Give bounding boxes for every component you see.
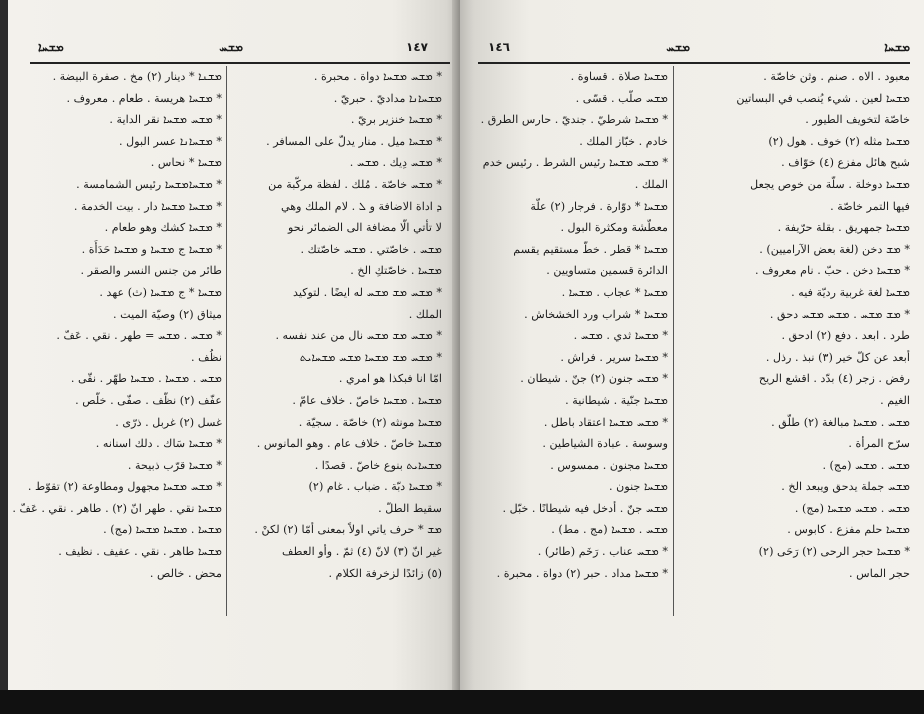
dictionary-entry-line: الدائرة قسمين متساويين . <box>546 264 668 278</box>
right-page-column-left <box>482 66 668 584</box>
dictionary-entry-line: ܡܫܚܐܝܬ بنوع خاصّ . قصدًا . <box>314 458 442 472</box>
dictionary-entry-line: * ܡܫܚ عناب . رَخَم (طائر) . <box>537 545 668 559</box>
dictionary-entry-line: ܡܫܚܐ * نحاس . <box>150 156 222 170</box>
dictionary-entry-line: ܡܫܚܐ صلاة . قساوة . <box>570 70 668 83</box>
dictionary-entry-line: رفض . زجر (٤) بدّد . اقشع الريح <box>758 372 910 386</box>
dictionary-entry-line: خادم . خبّاز الملك . <box>579 134 668 148</box>
dictionary-entry-line: ܡܫܚܐ * قطر . خطّ مستقيم يقسم <box>513 242 668 256</box>
dictionary-entry-line: * ܡܫܚܐ قرّب ذبيحة . <box>127 458 222 472</box>
dictionary-entry-line: * ܡܫܚ ܡܫ ܡܫܚ له ايضًا . لتوكيد <box>292 285 442 299</box>
dictionary-entry-line: ميثاق (٢) وصيّة الميت . <box>113 307 222 321</box>
dictionary-entry-line: وسوسة . عبادة الشياطين . <box>542 437 668 451</box>
dictionary-entry-line: طرد . ابعد . دفع (٢) ادحق . <box>781 329 910 343</box>
right-page <box>460 0 924 690</box>
dictionary-entry-line: ܡܫܚܐ . ܡܫܚܐ ܡܫܚܐ (مج) . <box>103 523 222 537</box>
dictionary-entry-line: ܡܫܚ . ܡܫܚܐ (مج . مط) . <box>551 523 668 537</box>
dictionary-entry-line: سرّح المرأة . <box>848 437 910 451</box>
dictionary-entry-line: ܡܫܚ . ܡܫܚܐ مبالغة (٢) طلّق . <box>771 415 910 429</box>
dictionary-entry-line: * ܡܫܚ خاصّة . مُلك . لفظة مركّبة من <box>268 177 442 191</box>
page-number: ١٤٧ <box>406 40 428 54</box>
dictionary-entry-line: * ܡܫܚ ܡܫ ܡܫܚܐ ܡܫܚ ܡܫܚܐܝܬ <box>299 350 442 364</box>
dictionary-entry-line: غسل (٢) غربل . ذرّى . <box>115 415 222 429</box>
page-number: ١٤٦ <box>488 40 510 54</box>
dictionary-entry-line: * ܡܫܚܐ دبّة . ضباب . غام (٢) <box>308 480 442 494</box>
dictionary-entry-line: امّا انا فبكذا هو امري . <box>338 372 442 386</box>
dictionary-entry-line: غير انّ (٣) لانّ (٤) ثمّ . وأو العطف <box>282 545 442 559</box>
dictionary-entry-line: (٥) زائدًا لزخرفة الكلام . <box>328 566 442 580</box>
dictionary-entry-line: لا تأتي الّا مضافة الى الضمائر نحو <box>288 221 442 235</box>
dictionary-entry-line: ܡܫܚ جنّ . أدخل فيه شيطانًا . خبّل . <box>502 501 668 515</box>
dictionary-entry-line: حجر الماس . <box>848 566 910 580</box>
dictionary-entry-line: الملك . <box>634 177 668 191</box>
column-divider <box>673 66 674 616</box>
dictionary-entry-line: * ܡܫܚܐܡܫܚܐ رئيس الشمامسة . <box>76 177 222 191</box>
dictionary-entry-line: ܡܫܚܐ لغة غربية رديّة فيه . <box>791 285 910 299</box>
dictionary-entry-line: * ܡܫܚܐ كشك وهو طعام . <box>104 221 222 235</box>
dictionary-entry-line: شبح هائل مفزع (٤) خوّاف . <box>781 156 910 170</box>
dictionary-entry-line: ܡܫܚ . ܡܫܚܐ . ܡܫܚܐ طهّر . نقّى . <box>70 372 222 386</box>
dictionary-entry-line: ܡܫܚܐ . خاصّتكِ الخ . <box>350 264 442 278</box>
guide-word: ܡܫܚ <box>219 40 243 54</box>
dictionary-entry-line: * ܡܫܚܐ هريسة . طعام . معروف . <box>66 91 222 105</box>
dictionary-entry-line: ܡܫܚ . ܡܫܚ ܡܫܚܐ (مج) . <box>794 501 910 515</box>
dictionary-entry-line: ܡܫܚܐ دوخلة . سلّة من خوص يجعل <box>750 177 910 191</box>
dictionary-entry-line: ܡܫܚܐ * عجاب . ܡܫܚܐ . <box>561 285 668 299</box>
dictionary-entry-line: ܡܫܚܐ جنون . <box>609 480 668 494</box>
dictionary-entry-line: ܡܫܚܐ مونثه (٢) خاصّة . سجيّة . <box>298 415 442 429</box>
dictionary-entry-line: ܡܫܚܐ طاهر . نقي . عفيف . نظيف . <box>58 545 222 559</box>
guide-word: ܡܫܚܐ <box>38 40 64 54</box>
dictionary-entry-line: * ܡܫܚ . ܡܫܚ = طهر . نقي . عَفّ . <box>56 329 222 343</box>
left-page-column-left <box>12 66 222 584</box>
dictionary-entry-line: * ܡܫܚܐ دخن . حبّ . نام معروف . <box>754 264 910 278</box>
dictionary-entry-line: ܡܫܚ صلّب . قسّى . <box>575 91 668 105</box>
dictionary-entry-line: عفّف (٢) نظّف . صفّى . خلّص . <box>75 393 222 407</box>
left-page <box>8 0 460 690</box>
dictionary-entry-line: * ܡܫܚܐ ميل . منار يدلّ على المسافر . <box>266 134 442 148</box>
dictionary-entry-line: أبعد عن كلّ خير (٣) نبذ . رذل . <box>765 350 910 364</box>
dictionary-entry-line: ܡܫܚܐܢܐ مداديّ . حبريّ . <box>333 91 442 105</box>
left-page-column-right <box>230 66 442 584</box>
guide-word: ܡܫܚܐ <box>884 40 910 54</box>
dictionary-entry-line: فيها التمر خاصّة . <box>830 199 910 213</box>
dictionary-entry-line: * ܡܫܚ ܡܫܚܐ رئيس الشرط . رئيس خدم <box>482 156 668 170</box>
dictionary-entry-line: ܡܫܚܐ نقي . طهر انّ (٢) . طاهر . نقي . عَفّ . <box>12 501 222 515</box>
dictionary-entry-line: ܕ اداة الاضافة و ܠ . لام الملك وهي <box>280 199 442 213</box>
dictionary-entry-line: * ܡܫܚܐ ܡܫܚܐ دار . بيت الخدمة . <box>73 199 222 213</box>
dictionary-entry-line: * ܡܫܚܐ حجر الرحى (٢) رَحَى (٢) <box>758 545 910 559</box>
dictionary-entry-line: ܡܫܚܐ جمهريق . بقلة حرّيفة . <box>777 221 910 235</box>
guide-word: ܡܫܚ <box>666 40 690 54</box>
scan-bottom-edge <box>0 690 924 714</box>
dictionary-entry-line: ܡܫܚܐ . ܡܫܚܐ خاصّ . خلاف عامّ . <box>292 393 442 407</box>
header-rule <box>478 62 910 64</box>
dictionary-entry-line: ܡܫܚܐ مثله (٢) خوف . هول (٢) <box>768 134 910 148</box>
dictionary-entry-line: * ܡܫ دخن (لغة بعض الآراميين) . <box>759 242 910 256</box>
dictionary-entry-line: * ܡܫ ܡܫܚ . ܡܫܚ ܡܫܚ دحق . <box>769 307 910 321</box>
dictionary-entry-line: الغيم . <box>880 393 910 407</box>
dictionary-entry-line: ܡܫܚ . خاصّتي . ܡܫܚ خاصّتك . <box>300 242 442 256</box>
dictionary-entry-line: * ܡܫܚܐ سَاك . دلك اسنانه . <box>95 437 222 451</box>
dictionary-entry-line: نظُف . <box>191 350 222 364</box>
dictionary-entry-line: ܡܫܚܐ مجنون . ممسوس . <box>550 458 668 472</box>
dictionary-entry-line: محض . خالص . <box>149 566 222 580</box>
dictionary-entry-line: * ܡܫܚܐ مداد . حبر (٢) دواة . محبرة . <box>496 566 668 580</box>
dictionary-entry-line: ܡܫܚܐ * ج ܡܫܚܐ (ث) عهد . <box>99 285 222 299</box>
dictionary-entry-line: * ܡܫܚܐܢܐ عسر البول . <box>119 134 222 148</box>
dictionary-entry-line: * ܡܫܚ جنون (٢) جنّ . شيطان . <box>520 372 668 386</box>
dictionary-entry-line: معطّشة ومكثرة البول . <box>560 221 668 235</box>
dictionary-entry-line: الملك . <box>408 307 442 321</box>
column-divider <box>226 66 227 616</box>
dictionary-entry-line: ܡܫܚܐ خاصّ . خلاف عام . وهو المانوس . <box>256 437 442 451</box>
dictionary-entry-line: * ܡܫܚܐ خنزير بريّ . <box>350 113 442 127</box>
dictionary-entry-line: معبود . الاه . صنم . وثن خاصّة . <box>763 70 910 83</box>
dictionary-entry-line: طائر من جنس النسر والصقر . <box>80 264 222 278</box>
dictionary-entry-line: ܡܫ * حرف ياتي اولاً بمعنى أمّا (٢) لكنْ . <box>254 523 442 537</box>
dictionary-entry-line: ܡܫܚܐ حلم مفزع . كابوس . <box>787 523 910 537</box>
dictionary-entry-line: * ܡܫܚܐ شرطيّ . جنديّ . حارس الطرق . <box>480 113 668 127</box>
dictionary-entry-line: * ܡܫܚ ܡܫܚܐ اعتقاد باطل . <box>543 415 668 429</box>
dictionary-entry-line: * ܡܫܚ دِيك . ܡܫܚ . <box>349 156 442 170</box>
dictionary-entry-line: * ܡܫܚܐ ثدي . ܡܫܚ . <box>573 329 668 343</box>
right-page-column-right <box>678 66 910 584</box>
dictionary-entry-line: * ܡܫܚܐ ج ܡܫܚܐ و ܡܫܚܐ حَدَأَة . <box>81 242 222 256</box>
dictionary-entry-line: ܡܫܚܐ * دوّارة . فرجار (٢) علّة <box>530 199 668 213</box>
dictionary-entry-line: * ܡܫܚ ܡܫ ܡܫܚ نال من عند نفسه . <box>275 329 442 343</box>
dictionary-entry-line: ܡܫܢܐ * دينار (٢) مخ . صفرة البيضة . <box>52 70 222 83</box>
dictionary-entry-line: ܡܫܚ . ܡܫܚ (مج) . <box>822 458 910 472</box>
left-page-header <box>38 40 448 60</box>
dictionary-entry-line: ܡܫܚܐ جنّية . شيطانية . <box>565 393 668 407</box>
right-page-header <box>480 40 910 60</box>
dictionary-entry-line: خاصّة لتخويف الطيور . <box>805 113 910 127</box>
dictionary-entry-line: ܡܫܚ جملة يدحق ويبعد الخ . <box>781 480 910 494</box>
dictionary-entry-line: * ܡܫܚ ܡܫܚܐ مجهول ومطاوعة (٢) تقوّط . <box>27 480 222 494</box>
dictionary-entry-line: ܡܫܚܐ لعين . شيء يُنصب في البساتين <box>736 91 910 105</box>
dictionary-entry-line: * ܡܫܚ ܡܫܚܐ دواة . محبرة . <box>313 70 442 83</box>
dictionary-entry-line: * ܡܫܚܐ سرير . فراش . <box>560 350 668 364</box>
dictionary-entry-line: ܡܫܚܐ * شراب ورد الخشخاش . <box>524 307 668 321</box>
header-rule <box>30 62 450 64</box>
dictionary-entry-line: سقيط الطلّ . <box>378 501 442 515</box>
dictionary-entry-line: * ܡܫܚ ܡܫܚܐ نقر الداية . <box>109 113 222 127</box>
